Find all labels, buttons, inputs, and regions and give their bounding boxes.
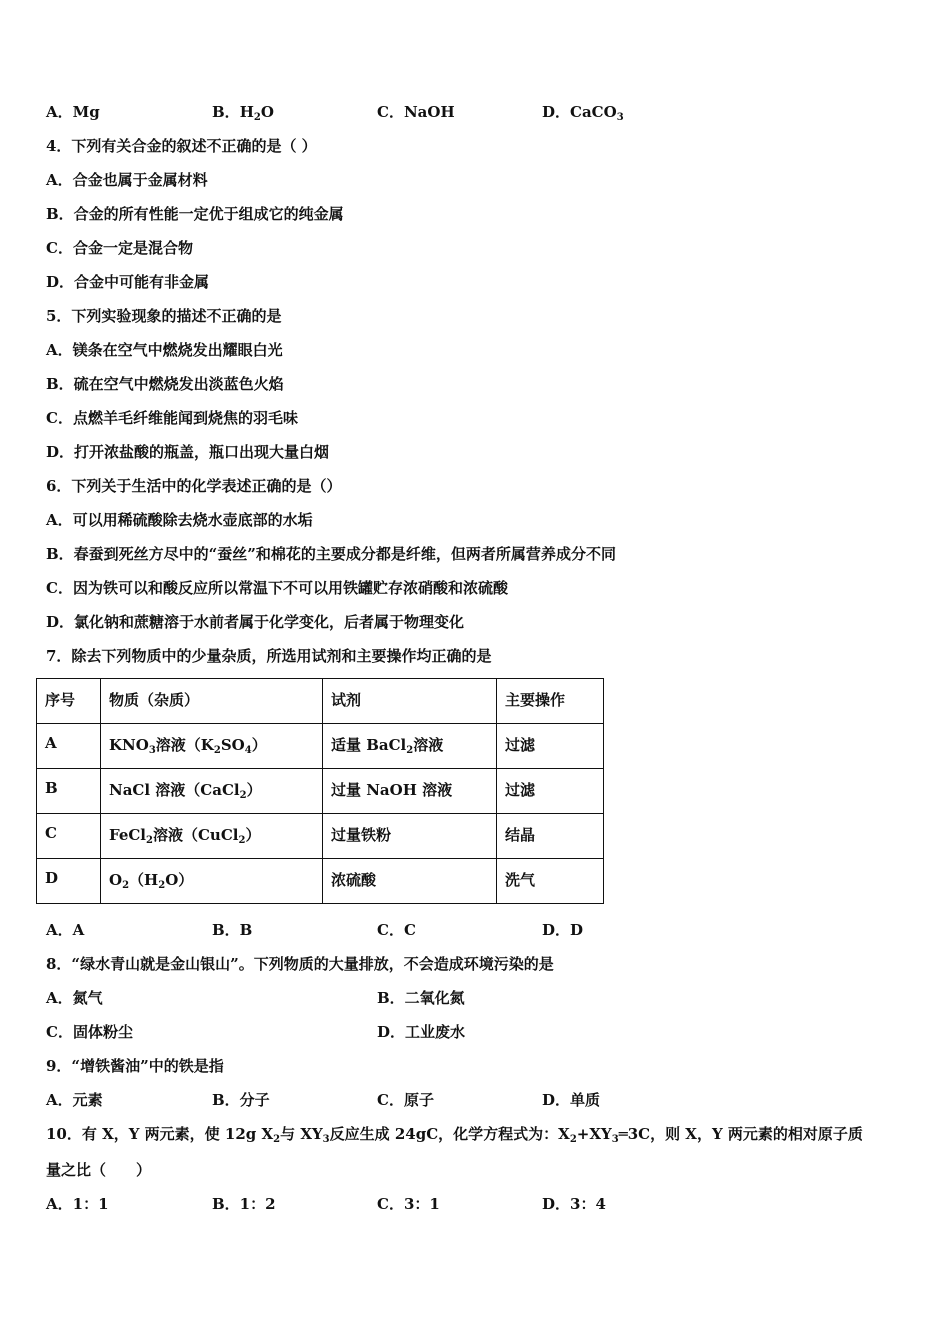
q7-header-operation: 主要操作 bbox=[497, 679, 604, 724]
q8-options-row1 bbox=[46, 988, 726, 1008]
q6-option-d: D．氯化钠和蔗糖溶于水前者属于化学变化，后者属于物理变化 bbox=[46, 613, 465, 631]
q7-row-id: A bbox=[37, 724, 101, 769]
q8-option-a: A．氮气 bbox=[46, 989, 103, 1007]
q7-row-operation: 结晶 bbox=[497, 814, 604, 859]
q10-options bbox=[46, 1194, 726, 1214]
q10-option-a: A．1：1 bbox=[46, 1195, 109, 1213]
table-row bbox=[37, 814, 604, 859]
q5-option-b: B．硫在空气中燃烧发出淡蓝色火焰 bbox=[46, 375, 284, 393]
q7-table-header-row bbox=[37, 679, 604, 724]
q8-option-d: D．工业废水 bbox=[377, 1023, 466, 1041]
q7-row-reagent: 适量 BaCl$_2$溶液 bbox=[323, 724, 497, 769]
q7-options bbox=[46, 920, 726, 940]
q9-stem: 9．“增铁酱油”中的铁是指 bbox=[46, 1057, 224, 1075]
q5-option-a: A．镁条在空气中燃烧发出耀眼白光 bbox=[46, 341, 283, 359]
table-row bbox=[37, 769, 604, 814]
q7-table bbox=[36, 678, 604, 904]
q7-row-id: C bbox=[37, 814, 101, 859]
q3-option-b: B．$H_2O$ bbox=[212, 103, 274, 123]
q4-option-d: D．合金中可能有非金属 bbox=[46, 273, 210, 291]
q3-option-c: C．NaOH bbox=[377, 103, 455, 121]
q8-option-b: B．二氧化氮 bbox=[377, 989, 465, 1007]
q7-row-operation: 洗气 bbox=[497, 859, 604, 904]
q7-header-reagent: 试剂 bbox=[323, 679, 497, 724]
q7-header-substance: 物质（杂质） bbox=[101, 679, 323, 724]
q4-stem: 4．下列有关合金的叙述不正确的是（ ） bbox=[46, 137, 317, 155]
q4-option-a: A．合金也属于金属材料 bbox=[46, 171, 208, 189]
q10-stem-line2: 量之比（ ） bbox=[46, 1161, 152, 1179]
q5-option-d: D．打开浓盐酸的瓶盖，瓶口出现大量白烟 bbox=[46, 443, 330, 461]
q8-stem: 8．“绿水青山就是金山银山”。下列物质的大量排放，不会造成环境污染的是 bbox=[46, 955, 554, 973]
q6-option-b: B．春蚕到死丝方尽中的“蚕丝”和棉花的主要成分都是纤维，但两者所属营养成分不同 bbox=[46, 545, 616, 563]
q7-row-id: D bbox=[37, 859, 101, 904]
q8-option-c: C．固体粉尘 bbox=[46, 1023, 133, 1041]
q7-row-substance: FeCl$_2$溶液（CuCl$_2$） bbox=[101, 814, 323, 859]
q7-option-c: C．C bbox=[377, 921, 416, 939]
q7-row-operation: 过滤 bbox=[497, 769, 604, 814]
q4-option-c: C．合金一定是混合物 bbox=[46, 239, 193, 257]
q7-option-d: D．D bbox=[542, 921, 584, 939]
q7-header-id: 序号 bbox=[37, 679, 101, 724]
q7-row-reagent: 浓硫酸 bbox=[323, 859, 497, 904]
q9-option-a: A．元素 bbox=[46, 1091, 103, 1109]
q9-option-d: D．单质 bbox=[542, 1091, 601, 1109]
q10-option-b: B．1：2 bbox=[212, 1195, 276, 1213]
q5-stem: 5．下列实验现象的描述不正确的是 bbox=[46, 307, 282, 325]
q9-option-b: B．分子 bbox=[212, 1091, 270, 1109]
table-row bbox=[37, 859, 604, 904]
q9-option-c: C．原子 bbox=[377, 1091, 434, 1109]
q7-row-substance: NaCl 溶液（CaCl$_2$） bbox=[101, 769, 323, 814]
q10-option-c: C．3：1 bbox=[377, 1195, 440, 1213]
q6-stem: 6．下列关于生活中的化学表述正确的是（） bbox=[46, 477, 342, 495]
q6-option-c: C．因为铁可以和酸反应所以常温下不可以用铁罐贮存浓硝酸和浓硫酸 bbox=[46, 579, 508, 597]
q7-row-reagent: 过量 NaOH 溶液 bbox=[323, 769, 497, 814]
q3-option-a: A．Mg bbox=[46, 103, 100, 121]
q7-row-substance: $O_2(H_2O)$ bbox=[101, 859, 323, 904]
table-row bbox=[37, 724, 604, 769]
q10-stem: 10．有 X，Y 两元素，使 12g $X_2$与 $XY_3$反应生成 24gC，化学方程式为：$X_2+XY_3═3C$，则 X，Y 两元素的相对原子质 bbox=[46, 1125, 863, 1145]
q7-option-a: A．A bbox=[46, 921, 85, 939]
q7-option-b: B．B bbox=[212, 921, 253, 939]
q7-row-id: B bbox=[37, 769, 101, 814]
q3-option-d: D．CaCO$_3$ bbox=[542, 103, 624, 123]
q4-option-b: B．合金的所有性能一定优于组成它的纯金属 bbox=[46, 205, 344, 223]
q9-options bbox=[46, 1090, 726, 1110]
q6-option-a: A．可以用稀硫酸除去烧水壶底部的水垢 bbox=[46, 511, 313, 529]
q5-option-c: C．点燃羊毛纤维能闻到烧焦的羽毛味 bbox=[46, 409, 298, 427]
q10-option-d: D．3：4 bbox=[542, 1195, 606, 1213]
q7-row-operation: 过滤 bbox=[497, 724, 604, 769]
q7-stem: 7．除去下列物质中的少量杂质，所选用试剂和主要操作均正确的是 bbox=[46, 647, 492, 665]
q7-row-reagent: 过量铁粉 bbox=[323, 814, 497, 859]
q8-options-row2 bbox=[46, 1022, 726, 1042]
q3-options bbox=[46, 102, 726, 122]
q7-row-substance: $KNO_3$溶液$(K_2SO_4)$ bbox=[101, 724, 323, 769]
